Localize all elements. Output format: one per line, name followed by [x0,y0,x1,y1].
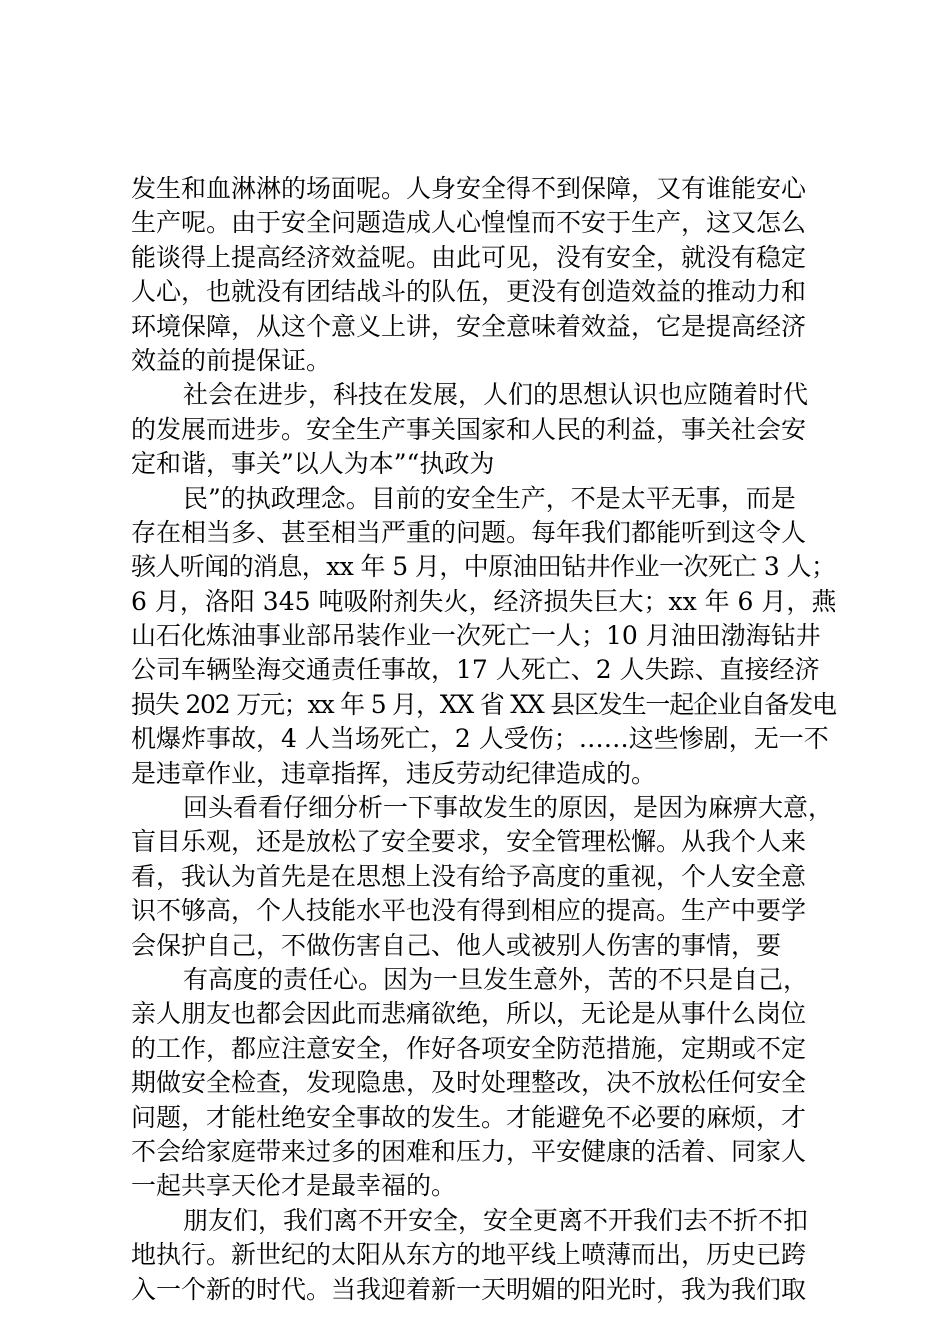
text-line: 问题，才能杜绝安全事故的发生。才能避免不必要的麻烦，才 [131,1102,807,1132]
text-line: 的发展而进步。安全生产事关国家和人民的利益，事关社会安 [131,414,807,444]
text-line: 损失 202 万元；xx 年 5 月，XX 省 XX 县区发生一起企业自备发电 [131,689,836,719]
text-line: 效益的前提保证。 [131,345,332,375]
text-line: 民”的执政理念。目前的安全生产，不是太平无事，而是 [183,483,796,513]
text-line: 盲目乐观，还是放松了安全要求，安全管理松懈。从我个人来 [131,827,807,857]
text-line: 生产呢。由于安全问题造成人心惶惶而不安于生产，这又怎么 [131,208,807,238]
text-line: 一起共享天伦才是最幸福的。 [131,1171,457,1201]
document-body [131,172,837,1307]
text-line: 6 月，洛阳 345 吨吸附剂失火，经济损失巨大；xx 年 6 月，燕 [131,586,837,616]
text-line: 识不够高，个人技能水平也没有得到相应的提高。生产中要学 [131,896,807,926]
text-line: 发生和血淋淋的场面呢。人身安全得不到保障，又有谁能安心 [131,174,807,203]
text-line: 环境保障，从这个意义上讲，安全意味着效益，它是提高经济 [131,311,807,341]
text-line: 看，我认为首先是在思想上没有给予高度的重视，个人安全意 [131,861,807,891]
text-line: 定和谐，事关”以人为本”“执政为 [131,449,495,479]
text-line: 是违章作业，违章指挥，违反劳动纪律造成的。 [131,758,657,788]
text-line: 公司车辆坠海交通责任事故，17 人死亡、2 人失踪、直接经济 [131,655,820,685]
text-line: 入一个新的时代。当我迎着新一天明媚的阳光时，我为我们取 [131,1274,807,1304]
text-line: 山石化炼油事业部吊装作业一次死亡一人；10 月油田渤海钻井 [131,621,821,651]
text-line: 亲人朋友也都会因此而悲痛欲绝，所以，无论是从事什么岗位 [131,999,807,1029]
text-line: 有高度的责任心。因为一旦发生意外，苦的不只是自己， [183,964,809,994]
text-line: 期做安全检查，发现隐患，及时处理整改，决不放松任何安全 [131,1068,807,1098]
text-line: 不会给家庭带来过多的困难和压力，平安健康的活着、同家人 [131,1136,807,1166]
text-line: 骇人听闻的消息，xx 年 5 月，中原油田钻井作业一次死亡 3 人； [131,552,836,582]
text-line: 回头看看仔细分析一下事故发生的原因，是因为麻痹大意， [183,793,834,823]
text-line: 朋友们，我们离不开安全，安全更离不开我们去不折不扣 [183,1205,809,1235]
text-line: 社会在进步，科技在发展，人们的思想认识也应随着时代 [183,380,809,410]
text-line: 机爆炸事故，4 人当场死亡，2 人受伤；……这些惨剧，无一不 [131,724,829,754]
text-line: 地执行。新世纪的太阳从东方的地平线上喷薄而出，历史已跨 [131,1240,807,1270]
text-line: 会保护自己，不做伤害自己、他人或被别人伤害的事情，要 [131,930,782,960]
text-line: 的工作，都应注意安全，作好各项安全防范措施，定期或不定 [131,1033,807,1063]
text-line: 能谈得上提高经济效益呢。由此可见，没有安全，就没有稳定 [131,242,807,272]
text-line: 人心，也就没有团结战斗的队伍，更没有创造效益的推动力和 [131,277,807,307]
text-line: 存在相当多、甚至相当严重的问题。每年我们都能听到这令人 [131,517,807,547]
